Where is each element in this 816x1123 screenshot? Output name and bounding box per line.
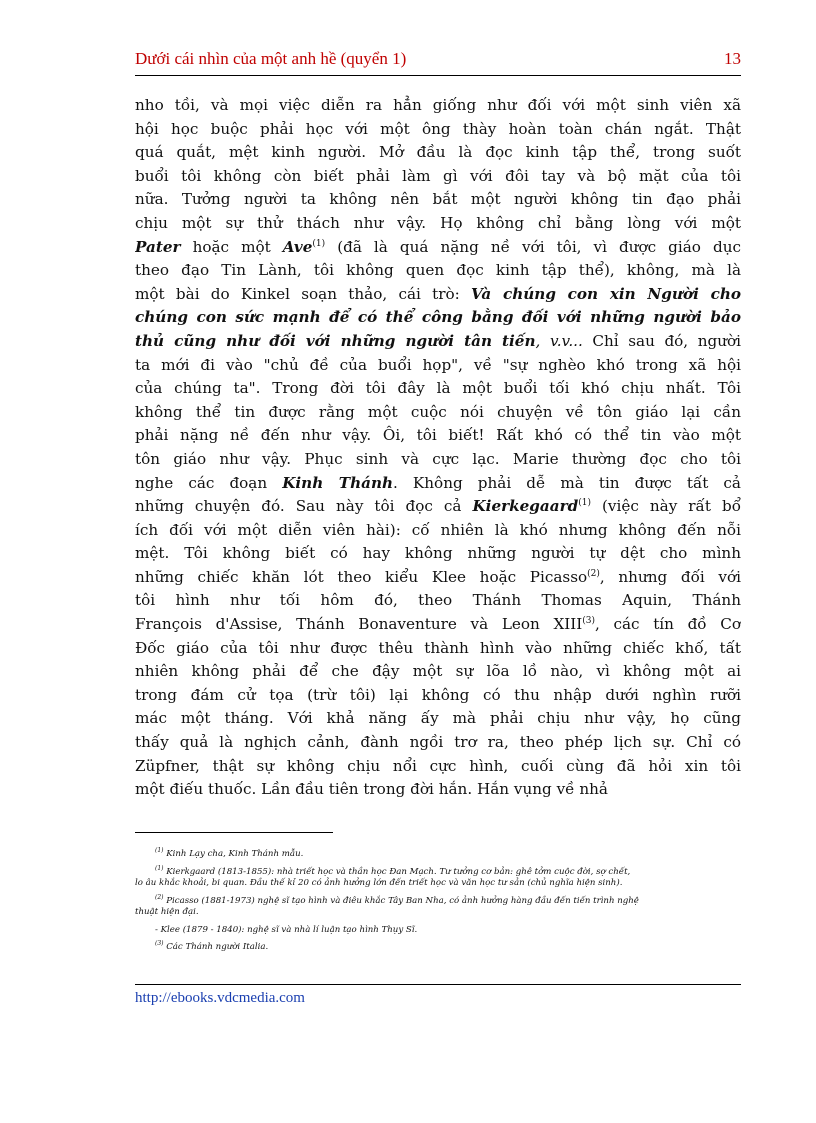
footnote-line (135, 849, 741, 861)
text-span: , các tín đồ Cơ (595, 615, 741, 634)
text-line (135, 566, 741, 590)
footnote-marker: (2) (155, 893, 164, 901)
text-line (135, 495, 741, 519)
footnote (135, 942, 741, 954)
footnote (135, 925, 741, 937)
text-span: nghe các đoạn (135, 473, 283, 492)
text-line: một điếu thuốc. Lần đầu tiên trong đời hắn. Hắn vụng về nhả (135, 780, 608, 799)
text-line: trong đám cử tọa (trừ tôi) lại không có thu nhập dưới nghìn rưỡi (135, 685, 741, 704)
text-line: phải nặng nề đến như vậy. Ôi, tôi biết! Rất khó có thể tin vào một (135, 426, 741, 445)
text-span: . Không phải dễ mà tin được tất cả (393, 473, 741, 492)
prayer-quote: thủ cũng như đối với những người tân tiến (135, 331, 536, 350)
text-line: hội học buộc phải học với một ông thày hoàn toàn chán ngắt. Thật (135, 119, 741, 138)
footnote-marker: (1) (155, 864, 164, 872)
text-line: chịu một sự thử thách như vậy. Họ không chỉ bằng lòng với một (135, 213, 741, 232)
text-line (135, 472, 741, 496)
text-line: của chúng ta". Trong đời tôi đây là một buổi tối khó chịu nhất. Tôi (135, 379, 741, 398)
prayer-quote: Và chúng con xin Người cho (471, 284, 741, 303)
latin-prayer-name: Ave (282, 237, 313, 256)
text-span: những chiếc khăn lót theo kiểu Klee hoặc Picasso (135, 567, 588, 586)
footnote-line: - Klee (1879 - 1840): nghệ sĩ và nhà lí luận tạo hình Thụy Sĩ. (155, 924, 418, 935)
prayer-quote-line: chúng con sức mạnh để có thể công bằng đối với những người bảo (135, 308, 741, 327)
footer-separator (135, 984, 741, 985)
footnote-line (135, 942, 741, 954)
text-line: ta mới đi vào "chủ đề của buổi họp", về "sự nghèo khó trong xã hội (135, 355, 741, 374)
footnotes (135, 849, 741, 960)
footnote (135, 893, 741, 919)
body-text (135, 94, 741, 802)
footnote-line: lo âu khắc khoải, bi quan. Đầu thế kỉ 20 có ảnh hưởng lớn đến triết học và văn học tư sản (chủ nghĩa hiện sinh). (135, 878, 623, 888)
text-line: mệt. Tôi không biết có hay không những người tự dệt cho mình (135, 544, 741, 563)
latin-prayer-name: Pater (135, 237, 181, 256)
footer-link[interactable]: http://ebooks.vdcmedia.com (135, 990, 305, 1006)
text-span: , nhưng đối với (599, 567, 741, 586)
text-line: tôi hình như tối hôm đó, theo Thánh Thomas Aquin, Thánh (135, 591, 741, 610)
footnote-text: Kinh Lạy cha, Kinh Thánh mẫu. (163, 849, 304, 859)
text-line (135, 236, 741, 260)
footnote-line: thuật hiện đại. (135, 907, 199, 917)
footnote (135, 864, 741, 890)
footnote-text: Kierkgaard (1813-1855): nhà triết học và thần học Đan Mạch. Tư tưởng cơ bản: ghê tởm cuộc đời, sợ chết, (163, 866, 631, 877)
footnote-marker: (1) (155, 847, 164, 855)
text-line (135, 330, 741, 354)
text-line: nữa. Tưởng người ta không nên bắt một người không tin đạo phải (135, 190, 741, 209)
text-span: François d'Assise, Thánh Bonaventure và Leon XIII (135, 615, 583, 634)
text-span: (việc này rất bổ (590, 497, 741, 516)
footnote-text: Picasso (1881-1973) nghệ sĩ tạo hình và điêu khắc Tây Ban Nha, có ảnh hưởng hàng đầu đến tiến trình nghệ (163, 895, 639, 906)
page-number: 13 (724, 49, 741, 68)
text-line: nho tồi, và mọi việc diễn ra hẳn giống như đối với một sinh viên xã (135, 96, 741, 114)
footnote-marker: (1) (312, 238, 326, 249)
text-line: không thể tin được rằng một cuộc nói chuyện về tôn giáo lại cần (135, 402, 741, 421)
text-line: tôn giáo như vậy. Phục sinh và cực lạc. Marie thường đọc cho tôi (135, 449, 741, 468)
text-span: (đã là quá nặng nề với tôi, vì được giáo dục (325, 237, 741, 256)
footnote-text: Các Thánh người Italia. (163, 942, 269, 952)
text-line: thấy quả là nghịch cảnh, đành ngồi trơ ra, theo phép lịch sự. Chỉ có (135, 733, 741, 752)
book-title: Dưới cái nhìn của một anh hề (quyển 1) (135, 49, 407, 68)
book-name: Kinh Thánh (282, 473, 394, 492)
text-line: Đốc giáo của tôi như được thêu thành hình vào những chiếc khố, tất (135, 638, 741, 657)
text-line: theo đạo Tin Lành, tôi không quen đọc kinh tập thể), không, mà là (135, 261, 741, 280)
text-line: Züpfner, thật sự không chịu nổi cực hình, cuối cùng đã hỏi xin tôi (135, 756, 741, 775)
footnote-marker: (3) (155, 940, 164, 948)
text-span: Chỉ sau đó, người (582, 331, 741, 350)
text-line: mác một tháng. Với khả năng ấy mà phải chịu như vậy, họ cũng (135, 709, 741, 728)
text-span: những chuyện đó. Sau này tôi đọc cả (135, 497, 473, 516)
text-line: quá quắt, mệt kinh người. Mở đầu là đọc kinh tập thể, trong suốt (135, 143, 741, 162)
text-line: nhiên không phải để che đậy một sự lõa lồ nào, vì không một ai (135, 662, 741, 681)
text-span: , v.v... (535, 331, 583, 350)
text-span: hoặc một (180, 237, 283, 256)
footnote-marker: (1) (578, 498, 591, 509)
text-line (135, 283, 741, 307)
footnote-line (135, 893, 741, 908)
footnote-separator (135, 832, 333, 833)
footnote-marker: (3) (582, 616, 596, 626)
footnote-line (135, 864, 741, 879)
footnote-marker: (2) (587, 568, 600, 579)
text-span: một bài do Kinkel soạn thảo, cái trò: (135, 284, 472, 303)
page-header (135, 49, 741, 76)
text-line: ích đối với một diễn viên hài): cố nhiên là khó nhưng không đến nỗi (135, 520, 741, 539)
footnote (135, 849, 741, 861)
text-line: buổi tôi không còn biết phải làm gì với đôi tay và bộ mặt của tôi (135, 166, 741, 185)
text-line (135, 613, 741, 637)
author-name: Kierkegaard (472, 497, 579, 516)
